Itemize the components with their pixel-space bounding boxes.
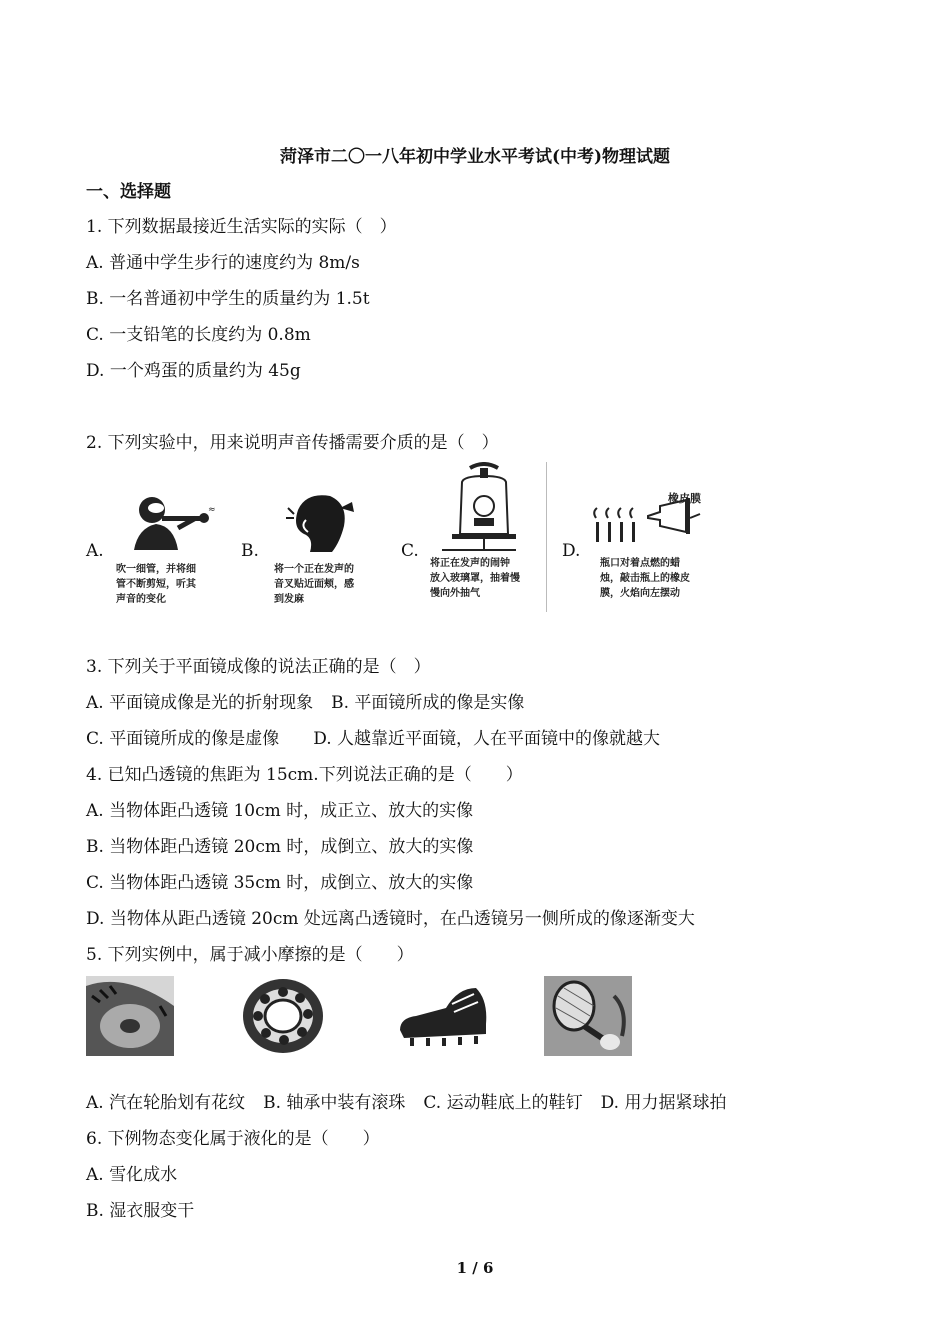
q4-option-d: D. 当物体从距凸透镜 20cm 处远离凸透镜时，在凸透镜另一侧所成的像逐渐变大 <box>86 909 695 929</box>
q2-caption-c-line2: 放入玻璃罩，抽着慢 <box>430 573 520 584</box>
q5-stem: 5. 下列实例中，属于减小摩擦的是（ ） <box>86 945 414 965</box>
q2-figure-b <box>286 490 356 556</box>
q2-caption-c-line1: 将正在发声的闹钟 <box>430 558 510 569</box>
q2-caption-d <box>600 556 690 601</box>
q5-figure-tire <box>86 976 174 1056</box>
section-heading: 一、选择题 <box>86 182 171 202</box>
q5-option-d: D. 用力据紧球拍 <box>600 1093 727 1113</box>
q2-stem: 2. 下列实验中，用来说明声音传播需要介质的是（ ） <box>86 433 499 453</box>
q4-option-a: A. 当物体距凸透镜 10cm 时，成正立、放大的实像 <box>86 801 474 821</box>
q1-option-a: A. 普通中学生步行的速度约为 8m/s <box>86 253 360 273</box>
q2-figure-a <box>116 488 220 558</box>
q3-option-c: C. 平面镜所成的像是虚像 <box>86 729 280 749</box>
q3-option-b: B. 平面镜所成的像是实像 <box>331 693 525 713</box>
q2-caption-d-line3: 膜，火焰向左摆动 <box>600 588 680 599</box>
page-title: 菏泽市二〇一八年初中学业水平考试(中考)物理试题 <box>279 147 671 167</box>
q2-caption-a <box>116 562 196 607</box>
q4-option-b: B. 当物体距凸透镜 20cm 时，成倒立、放大的实像 <box>86 837 474 857</box>
q6-option-b: B. 湿衣服变干 <box>86 1201 195 1221</box>
page-number: 1 / 6 <box>456 1259 494 1277</box>
q2-letter-d: D. <box>562 541 581 561</box>
q1-option-d: D. 一个鸡蛋的质量约为 45g <box>86 361 301 381</box>
q2-caption-a-line1: 吹一细管，并将细 <box>116 564 196 575</box>
q4-option-c: C. 当物体距凸透镜 35cm 时，成倒立、放大的实像 <box>86 873 474 893</box>
q2-caption-c <box>430 556 520 601</box>
svg-text:≈: ≈ <box>208 505 216 515</box>
q5-option-a: A. 汽在轮胎划有花纹 <box>86 1093 246 1113</box>
q6-stem: 6. 下例物态变化属于液化的是（ ） <box>86 1129 380 1149</box>
q3-option-a: A. 平面镜成像是光的折射现象 <box>86 693 314 713</box>
q5-option-c: C. 运动鞋底上的鞋钉 <box>423 1093 583 1113</box>
q1-option-c: C. 一支铅笔的长度约为 0.8m <box>86 325 311 345</box>
q2-caption-b-line1: 将一个正在发声的 <box>274 564 354 575</box>
q2-letter-a: A. <box>86 541 104 561</box>
q1-stem: 1. 下列数据最接近生活实际的实际（ ） <box>86 217 397 237</box>
q2-caption-a-line3: 声音的变化 <box>116 594 166 605</box>
q2-letter-b: B. <box>241 541 259 561</box>
q2-label-d: 橡皮膜 <box>668 492 701 505</box>
q2-caption-c-line3: 慢向外抽气 <box>430 588 480 599</box>
q2-letter-c: C. <box>401 541 419 561</box>
q3-row-1 <box>86 688 524 713</box>
q5-options-row <box>86 1088 726 1113</box>
q2-caption-b <box>274 562 354 607</box>
q2-caption-b-line3: 到发麻 <box>274 594 304 605</box>
q5-figure-shoe <box>396 980 490 1050</box>
q6-option-a: A. 雪化成水 <box>86 1165 178 1185</box>
q3-option-d: D. 人越靠近平面镜，人在平面镜中的像就越大 <box>313 729 661 749</box>
q3-stem: 3. 下列关于平面镜成像的说法正确的是（ ） <box>86 657 431 677</box>
q2-caption-a-line2: 管不断剪短，听其 <box>116 579 196 590</box>
q2-caption-d-line1: 瓶口对着点燃的蜡 <box>600 558 680 569</box>
q5-figure-racket <box>544 976 632 1056</box>
q5-option-b: B. 轴承中装有滚珠 <box>263 1093 406 1113</box>
q2-caption-d-line2: 烛，敲击瓶上的橡皮 <box>600 573 690 584</box>
q1-option-b: B. 一名普通初中学生的质量约为 1.5t <box>86 289 370 309</box>
q4-stem: 4. 已知凸透镜的焦距为 15cm.下列说法正确的是（ ） <box>86 765 523 785</box>
q5-figure-bearing <box>238 976 328 1056</box>
q2-caption-b-line2: 音叉贴近面颊，感 <box>274 579 354 590</box>
q3-row-2 <box>86 724 660 749</box>
